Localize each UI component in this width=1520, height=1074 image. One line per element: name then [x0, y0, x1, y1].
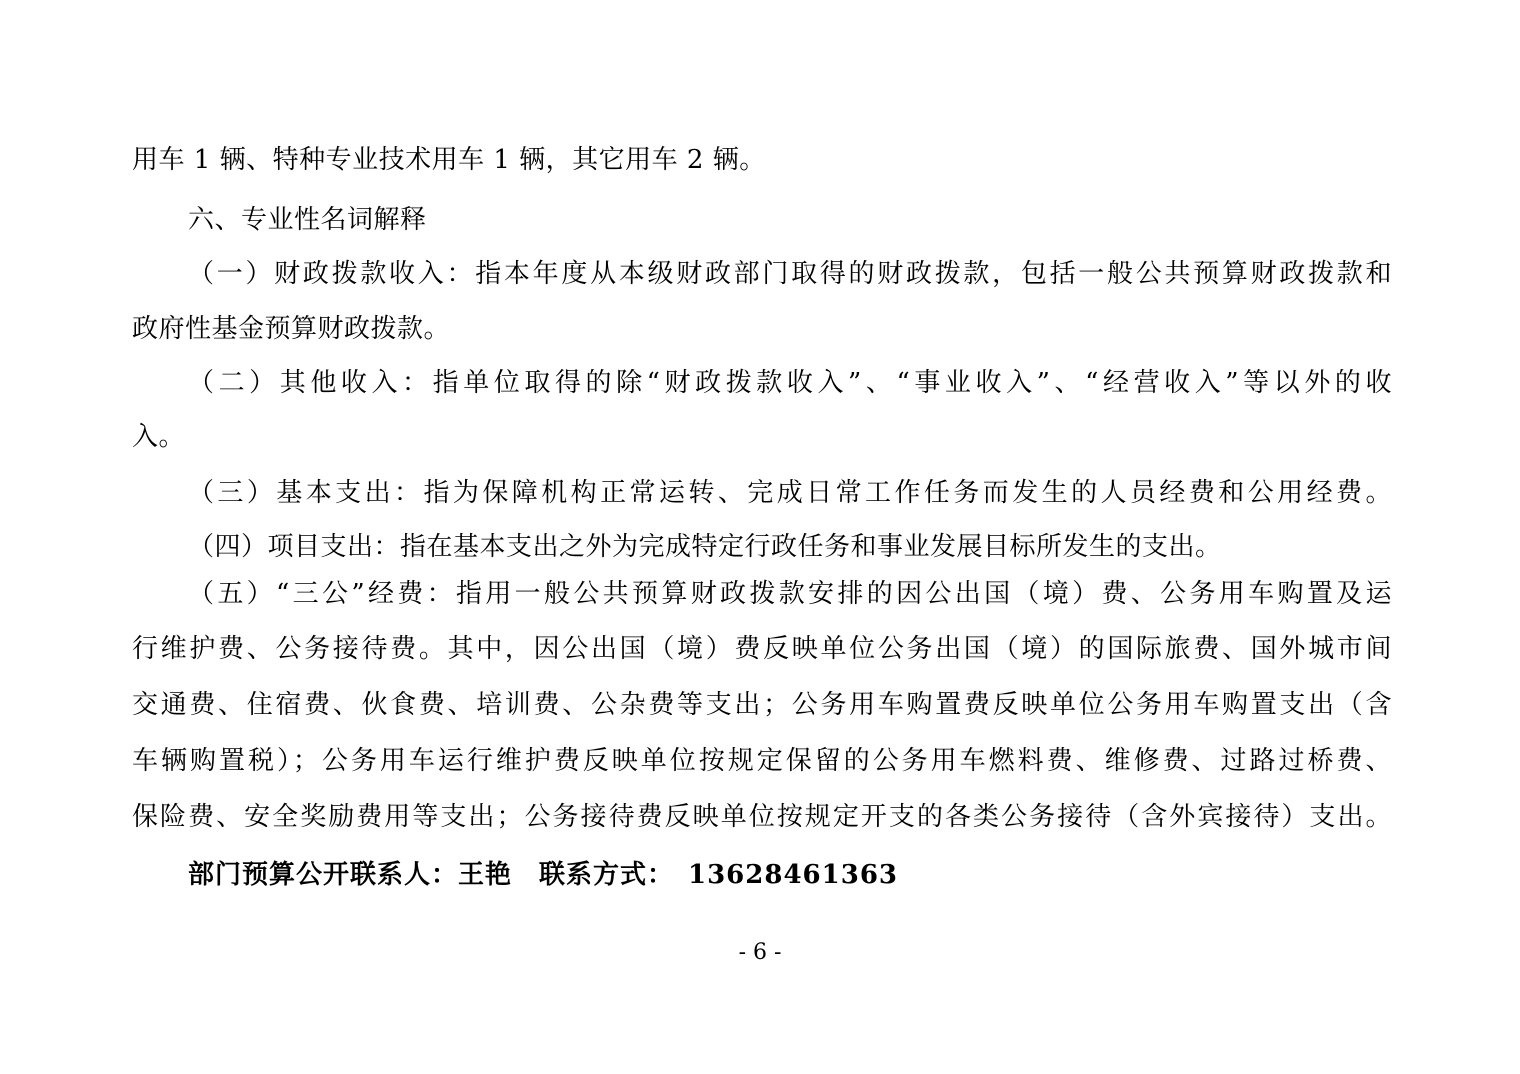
paragraph-line: （五）“三公”经费：指用一般公共预算财政拨款安排的因公出国（境）费、公务用车购置及运: [188, 579, 1392, 609]
section-heading: 六、专业性名词解释: [188, 205, 427, 235]
paragraph-line: 交通费、住宿费、伙食费、培训费、公杂费等支出；公务用车购置费反映单位公务用车购置支出（含: [132, 690, 1392, 720]
paragraph-line: 保险费、安全奖励费用等支出；公务接待费反映单位按规定开支的各类公务接待（含外宾接待）支出。: [132, 802, 1392, 832]
page-number: - 6 -: [738, 940, 782, 965]
paragraph-line: （四）项目支出：指在基本支出之外为完成特定行政任务和事业发展目标所发生的支出。: [188, 532, 1222, 562]
paragraph-line: 用车 1 辆、特种专业技术用车 1 辆，其它用车 2 辆。: [132, 145, 766, 175]
paragraph-line: 行维护费、公务接待费。其中，因公出国（境）费反映单位公务出国（境）的国际旅费、国外城市间: [132, 634, 1392, 664]
paragraph-line: 车辆购置税）；公务用车运行维护费反映单位按规定保留的公务用车燃料费、维修费、过路过桥费、: [132, 746, 1392, 776]
paragraph-line: 入。: [132, 422, 186, 452]
contact-line: 部门预算公开联系人：王艳 联系方式： 13628461363: [188, 860, 898, 890]
paragraph-line: 政府性基金预算财政拨款。: [132, 314, 451, 344]
paragraph-line: （二）其他收入：指单位取得的除“财政拨款收入”、“事业收入”、“经营收入”等以外的收: [188, 368, 1392, 398]
paragraph-line: （三）基本支出：指为保障机构正常运转、完成日常工作任务而发生的人员经费和公用经费。: [188, 478, 1392, 508]
paragraph-line: （一）财政拨款收入：指本年度从本级财政部门取得的财政拨款，包括一般公共预算财政拨款和: [188, 259, 1392, 289]
